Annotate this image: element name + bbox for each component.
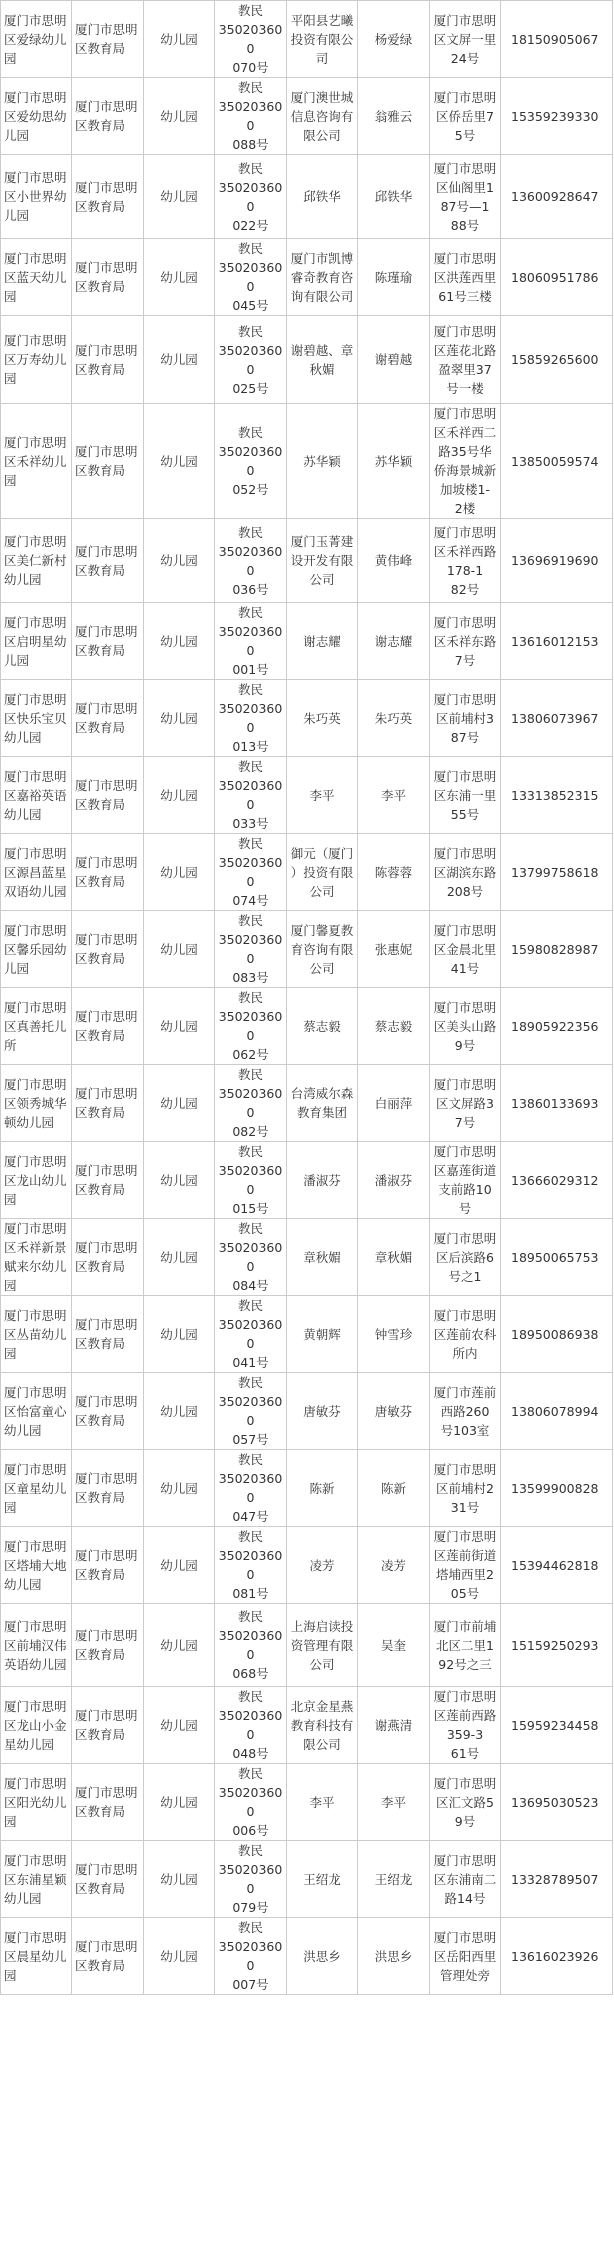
table-row bbox=[1, 316, 613, 404]
principal-cell: 谢志耀 bbox=[358, 603, 430, 680]
table-row bbox=[1, 988, 613, 1065]
address-cell: 厦门市思明 区湖滨东路 208号 bbox=[430, 834, 501, 911]
table-row bbox=[1, 1142, 613, 1219]
table-row bbox=[1, 1527, 613, 1604]
license-number-cell: 教民 350203600 068号 bbox=[215, 1604, 287, 1687]
table-row bbox=[1, 519, 613, 603]
principal-cell: 苏华颖 bbox=[358, 404, 430, 519]
phone-cell: 13799758618 bbox=[501, 834, 613, 911]
kindergarten-name-cell: 厦门市思明 区真善托儿 所 bbox=[1, 988, 72, 1065]
table-row bbox=[1, 404, 613, 519]
address-cell: 厦门市思明 区岳阳西里 管理处旁 bbox=[430, 1918, 501, 1995]
kindergarten-name-cell: 厦门市思明 区阳光幼儿 园 bbox=[1, 1764, 72, 1841]
license-number-cell: 教民 350203600 088号 bbox=[215, 78, 287, 155]
table-row bbox=[1, 1450, 613, 1527]
kindergarten-name-cell: 厦门市思明 区前埔汉伟 英语幼儿园 bbox=[1, 1604, 72, 1687]
table-row bbox=[1, 911, 613, 988]
table-row bbox=[1, 603, 613, 680]
organizer-cell: 黄朝辉 bbox=[287, 1296, 358, 1373]
principal-cell: 吴奎 bbox=[358, 1604, 430, 1687]
principal-cell: 钟雪珍 bbox=[358, 1296, 430, 1373]
table-row bbox=[1, 757, 613, 834]
organizer-cell: 唐敏芬 bbox=[287, 1373, 358, 1450]
table-row bbox=[1, 1, 613, 78]
phone-cell: 13313852315 bbox=[501, 757, 613, 834]
address-cell: 厦门市莲前 西路260 号103室 bbox=[430, 1373, 501, 1450]
supervising-authority-cell: 厦门市思明 区教育局 bbox=[72, 239, 144, 316]
address-cell: 厦门市思明 区美头山路 9号 bbox=[430, 988, 501, 1065]
phone-cell: 13695030523 bbox=[501, 1764, 613, 1841]
kindergarten-name-cell: 厦门市思明 区禾祥幼儿 园 bbox=[1, 404, 72, 519]
kindergarten-name-cell: 厦门市思明 区小世界幼 儿园 bbox=[1, 155, 72, 239]
institution-type-cell: 幼儿园 bbox=[144, 1918, 215, 1995]
principal-cell: 杨爱绿 bbox=[358, 1, 430, 78]
address-cell: 厦门市思明 区文屏一里 24号 bbox=[430, 1, 501, 78]
table-row bbox=[1, 1918, 613, 1995]
address-cell: 厦门市思明 区仙阁里1 87号—1 88号 bbox=[430, 155, 501, 239]
address-cell: 厦门市前埔 北区二里1 92号之三 bbox=[430, 1604, 501, 1687]
license-number-cell: 教民 350203600 013号 bbox=[215, 680, 287, 757]
phone-cell: 18150905067 bbox=[501, 1, 613, 78]
organizer-cell: 陈新 bbox=[287, 1450, 358, 1527]
table-row bbox=[1, 1373, 613, 1450]
kindergarten-name-cell: 厦门市思明 区领秀城华 顿幼儿园 bbox=[1, 1065, 72, 1142]
license-number-cell: 教民 350203600 083号 bbox=[215, 911, 287, 988]
supervising-authority-cell: 厦门市思明 区教育局 bbox=[72, 1687, 144, 1764]
principal-cell: 张惠妮 bbox=[358, 911, 430, 988]
principal-cell: 黄伟峰 bbox=[358, 519, 430, 603]
kindergarten-name-cell: 厦门市思明 区禾祥新景 赋来尔幼儿 园 bbox=[1, 1219, 72, 1296]
organizer-cell: 台湾威尔森 教育集团 bbox=[287, 1065, 358, 1142]
principal-cell: 陈蓉蓉 bbox=[358, 834, 430, 911]
license-number-cell: 教民 350203600 041号 bbox=[215, 1296, 287, 1373]
table-row bbox=[1, 1841, 613, 1918]
principal-cell: 李平 bbox=[358, 757, 430, 834]
kindergarten-name-cell: 厦门市思明 区蓝天幼儿 园 bbox=[1, 239, 72, 316]
address-cell: 厦门市思明 区前埔村2 31号 bbox=[430, 1450, 501, 1527]
principal-cell: 蔡志毅 bbox=[358, 988, 430, 1065]
supervising-authority-cell: 厦门市思明 区教育局 bbox=[72, 1527, 144, 1604]
phone-cell: 15394462818 bbox=[501, 1527, 613, 1604]
organizer-cell: 朱巧英 bbox=[287, 680, 358, 757]
license-number-cell: 教民 350203600 062号 bbox=[215, 988, 287, 1065]
principal-cell: 翁雅云 bbox=[358, 78, 430, 155]
organizer-cell: 邱铁华 bbox=[287, 155, 358, 239]
institution-type-cell: 幼儿园 bbox=[144, 911, 215, 988]
kindergarten-name-cell: 厦门市思明 区万寿幼儿 园 bbox=[1, 316, 72, 404]
institution-type-cell: 幼儿园 bbox=[144, 155, 215, 239]
supervising-authority-cell: 厦门市思明 区教育局 bbox=[72, 1296, 144, 1373]
principal-cell: 洪思乡 bbox=[358, 1918, 430, 1995]
supervising-authority-cell: 厦门市思明 区教育局 bbox=[72, 155, 144, 239]
address-cell: 厦门市思明 区禾祥西路 178-1 82号 bbox=[430, 519, 501, 603]
address-cell: 厦门市思明 区后滨路6 号之1 bbox=[430, 1219, 501, 1296]
kindergarten-name-cell: 厦门市思明 区爱幼思幼 儿园 bbox=[1, 78, 72, 155]
institution-type-cell: 幼儿园 bbox=[144, 1450, 215, 1527]
supervising-authority-cell: 厦门市思明 区教育局 bbox=[72, 911, 144, 988]
supervising-authority-cell: 厦门市思明 区教育局 bbox=[72, 519, 144, 603]
organizer-cell: 苏华颖 bbox=[287, 404, 358, 519]
license-number-cell: 教民 350203600 070号 bbox=[215, 1, 287, 78]
address-cell: 厦门市思明 区禾祥东路 7号 bbox=[430, 603, 501, 680]
kindergarten-name-cell: 厦门市思明 区快乐宝贝 幼儿园 bbox=[1, 680, 72, 757]
license-number-cell: 教民 350203600 081号 bbox=[215, 1527, 287, 1604]
phone-cell: 15859265600 bbox=[501, 316, 613, 404]
kindergarten-name-cell: 厦门市思明 区怡富童心 幼儿园 bbox=[1, 1373, 72, 1450]
phone-cell: 15959234458 bbox=[501, 1687, 613, 1764]
supervising-authority-cell: 厦门市思明 区教育局 bbox=[72, 757, 144, 834]
phone-cell: 13666029312 bbox=[501, 1142, 613, 1219]
institution-type-cell: 幼儿园 bbox=[144, 1219, 215, 1296]
organizer-cell: 北京金星燕 教育科技有 限公司 bbox=[287, 1687, 358, 1764]
organizer-cell: 洪思乡 bbox=[287, 1918, 358, 1995]
principal-cell: 陈新 bbox=[358, 1450, 430, 1527]
organizer-cell: 御元（厦门 ）投资有限 公司 bbox=[287, 834, 358, 911]
phone-cell: 13860133693 bbox=[501, 1065, 613, 1142]
institution-type-cell: 幼儿园 bbox=[144, 1841, 215, 1918]
address-cell: 厦门市思明 区东浦一里 55号 bbox=[430, 757, 501, 834]
supervising-authority-cell: 厦门市思明 区教育局 bbox=[72, 1841, 144, 1918]
principal-cell: 谢碧越 bbox=[358, 316, 430, 404]
organizer-cell: 厦门玉菁建 设开发有限 公司 bbox=[287, 519, 358, 603]
address-cell: 厦门市思明 区东浦南二 路14号 bbox=[430, 1841, 501, 1918]
address-cell: 厦门市思明 区洪莲西里 61号三楼 bbox=[430, 239, 501, 316]
organizer-cell: 李平 bbox=[287, 757, 358, 834]
table-row bbox=[1, 834, 613, 911]
supervising-authority-cell: 厦门市思明 区教育局 bbox=[72, 404, 144, 519]
license-number-cell: 教民 350203600 084号 bbox=[215, 1219, 287, 1296]
institution-type-cell: 幼儿园 bbox=[144, 757, 215, 834]
supervising-authority-cell: 厦门市思明 区教育局 bbox=[72, 988, 144, 1065]
phone-cell: 13600928647 bbox=[501, 155, 613, 239]
phone-cell: 13328789507 bbox=[501, 1841, 613, 1918]
license-number-cell: 教民 350203600 048号 bbox=[215, 1687, 287, 1764]
address-cell: 厦门市思明 区禾祥西二 路35号华 侨海景城新 加坡楼1- 2楼 bbox=[430, 404, 501, 519]
kindergarten-name-cell: 厦门市思明 区晨星幼儿 园 bbox=[1, 1918, 72, 1995]
license-number-cell: 教民 350203600 079号 bbox=[215, 1841, 287, 1918]
license-number-cell: 教民 350203600 015号 bbox=[215, 1142, 287, 1219]
phone-cell: 13806078994 bbox=[501, 1373, 613, 1450]
kindergarten-name-cell: 厦门市思明 区源昌蓝星 双语幼儿园 bbox=[1, 834, 72, 911]
license-number-cell: 教民 350203600 052号 bbox=[215, 404, 287, 519]
license-number-cell: 教民 350203600 022号 bbox=[215, 155, 287, 239]
institution-type-cell: 幼儿园 bbox=[144, 1764, 215, 1841]
address-cell: 厦门市思明 区前埔村3 87号 bbox=[430, 680, 501, 757]
license-number-cell: 教民 350203600 033号 bbox=[215, 757, 287, 834]
table-row bbox=[1, 1604, 613, 1687]
supervising-authority-cell: 厦门市思明 区教育局 bbox=[72, 1450, 144, 1527]
phone-cell: 13599900828 bbox=[501, 1450, 613, 1527]
phone-cell: 13806073967 bbox=[501, 680, 613, 757]
license-number-cell: 教民 350203600 007号 bbox=[215, 1918, 287, 1995]
organizer-cell: 谢碧越、章 秋媚 bbox=[287, 316, 358, 404]
supervising-authority-cell: 厦门市思明 区教育局 bbox=[72, 78, 144, 155]
supervising-authority-cell: 厦门市思明 区教育局 bbox=[72, 603, 144, 680]
principal-cell: 王绍龙 bbox=[358, 1841, 430, 1918]
principal-cell: 邱铁华 bbox=[358, 155, 430, 239]
license-number-cell: 教民 350203600 036号 bbox=[215, 519, 287, 603]
address-cell: 厦门市思明 区莲前西路 359-3 61号 bbox=[430, 1687, 501, 1764]
supervising-authority-cell: 厦门市思明 区教育局 bbox=[72, 834, 144, 911]
organizer-cell: 厦门馨夏教 育咨询有限 公司 bbox=[287, 911, 358, 988]
phone-cell: 18060951786 bbox=[501, 239, 613, 316]
phone-cell: 15980828987 bbox=[501, 911, 613, 988]
organizer-cell: 谢志耀 bbox=[287, 603, 358, 680]
table-row bbox=[1, 155, 613, 239]
institution-type-cell: 幼儿园 bbox=[144, 1604, 215, 1687]
table-row bbox=[1, 1296, 613, 1373]
table-row bbox=[1, 1764, 613, 1841]
institution-type-cell: 幼儿园 bbox=[144, 1065, 215, 1142]
phone-cell: 18950086938 bbox=[501, 1296, 613, 1373]
supervising-authority-cell: 厦门市思明 区教育局 bbox=[72, 1, 144, 78]
organizer-cell: 章秋媚 bbox=[287, 1219, 358, 1296]
supervising-authority-cell: 厦门市思明 区教育局 bbox=[72, 1764, 144, 1841]
institution-type-cell: 幼儿园 bbox=[144, 988, 215, 1065]
kindergarten-name-cell: 厦门市思明 区龙山幼儿 园 bbox=[1, 1142, 72, 1219]
principal-cell: 凌芳 bbox=[358, 1527, 430, 1604]
phone-cell: 13616023926 bbox=[501, 1918, 613, 1995]
principal-cell: 潘淑芬 bbox=[358, 1142, 430, 1219]
institution-type-cell: 幼儿园 bbox=[144, 404, 215, 519]
supervising-authority-cell: 厦门市思明 区教育局 bbox=[72, 1219, 144, 1296]
organizer-cell: 蔡志毅 bbox=[287, 988, 358, 1065]
kindergarten-name-cell: 厦门市思明 区龙山小金 星幼儿园 bbox=[1, 1687, 72, 1764]
institution-type-cell: 幼儿园 bbox=[144, 78, 215, 155]
address-cell: 厦门市思明 区莲前街道 塔埔西里2 05号 bbox=[430, 1527, 501, 1604]
organizer-cell: 凌芳 bbox=[287, 1527, 358, 1604]
kindergarten-name-cell: 厦门市思明 区爱绿幼儿 园 bbox=[1, 1, 72, 78]
table-row bbox=[1, 78, 613, 155]
institution-type-cell: 幼儿园 bbox=[144, 680, 215, 757]
organizer-cell: 上海启读投 资管理有限 公司 bbox=[287, 1604, 358, 1687]
institution-type-cell: 幼儿园 bbox=[144, 316, 215, 404]
institution-type-cell: 幼儿园 bbox=[144, 603, 215, 680]
kindergarten-name-cell: 厦门市思明 区童星幼儿 园 bbox=[1, 1450, 72, 1527]
institution-type-cell: 幼儿园 bbox=[144, 1687, 215, 1764]
supervising-authority-cell: 厦门市思明 区教育局 bbox=[72, 1373, 144, 1450]
kindergarten-name-cell: 厦门市思明 区美仁新村 幼儿园 bbox=[1, 519, 72, 603]
table-row bbox=[1, 680, 613, 757]
license-number-cell: 教民 350203600 047号 bbox=[215, 1450, 287, 1527]
organizer-cell: 王绍龙 bbox=[287, 1841, 358, 1918]
phone-cell: 15159250293 bbox=[501, 1604, 613, 1687]
institution-type-cell: 幼儿园 bbox=[144, 239, 215, 316]
phone-cell: 18950065753 bbox=[501, 1219, 613, 1296]
phone-cell: 13616012153 bbox=[501, 603, 613, 680]
kindergarten-name-cell: 厦门市思明 区塔埔大地 幼儿园 bbox=[1, 1527, 72, 1604]
supervising-authority-cell: 厦门市思明 区教育局 bbox=[72, 316, 144, 404]
organizer-cell: 平阳县艺曦 投资有限公 司 bbox=[287, 1, 358, 78]
kindergarten-name-cell: 厦门市思明 区馨乐园幼 儿园 bbox=[1, 911, 72, 988]
institution-type-cell: 幼儿园 bbox=[144, 1373, 215, 1450]
principal-cell: 唐敏芬 bbox=[358, 1373, 430, 1450]
institution-type-cell: 幼儿园 bbox=[144, 1296, 215, 1373]
principal-cell: 白丽萍 bbox=[358, 1065, 430, 1142]
kindergarten-name-cell: 厦门市思明 区启明星幼 儿园 bbox=[1, 603, 72, 680]
institution-type-cell: 幼儿园 bbox=[144, 834, 215, 911]
license-number-cell: 教民 350203600 001号 bbox=[215, 603, 287, 680]
license-number-cell: 教民 350203600 045号 bbox=[215, 239, 287, 316]
license-number-cell: 教民 350203600 006号 bbox=[215, 1764, 287, 1841]
address-cell: 厦门市思明 区嘉莲街道 支前路10 号 bbox=[430, 1142, 501, 1219]
institution-type-cell: 幼儿园 bbox=[144, 1, 215, 78]
institution-type-cell: 幼儿园 bbox=[144, 1142, 215, 1219]
supervising-authority-cell: 厦门市思明 区教育局 bbox=[72, 1142, 144, 1219]
kindergarten-name-cell: 厦门市思明 区丛苗幼儿 园 bbox=[1, 1296, 72, 1373]
table-body bbox=[1, 1, 613, 1995]
phone-cell: 18905922356 bbox=[501, 988, 613, 1065]
license-number-cell: 教民 350203600 057号 bbox=[215, 1373, 287, 1450]
organizer-cell: 厦门澳世城 信息咨询有 限公司 bbox=[287, 78, 358, 155]
license-number-cell: 教民 350203600 025号 bbox=[215, 316, 287, 404]
table-row bbox=[1, 1219, 613, 1296]
license-number-cell: 教民 350203600 082号 bbox=[215, 1065, 287, 1142]
table-row bbox=[1, 239, 613, 316]
principal-cell: 章秋媚 bbox=[358, 1219, 430, 1296]
phone-cell: 15359239330 bbox=[501, 78, 613, 155]
license-number-cell: 教民 350203600 074号 bbox=[215, 834, 287, 911]
supervising-authority-cell: 厦门市思明 区教育局 bbox=[72, 680, 144, 757]
institution-type-cell: 幼儿园 bbox=[144, 519, 215, 603]
institution-type-cell: 幼儿园 bbox=[144, 1527, 215, 1604]
address-cell: 厦门市思明 区金晨北里 41号 bbox=[430, 911, 501, 988]
kindergarten-name-cell: 厦门市思明 区嘉裕英语 幼儿园 bbox=[1, 757, 72, 834]
organizer-cell: 潘淑芬 bbox=[287, 1142, 358, 1219]
principal-cell: 李平 bbox=[358, 1764, 430, 1841]
organizer-cell: 李平 bbox=[287, 1764, 358, 1841]
supervising-authority-cell: 厦门市思明 区教育局 bbox=[72, 1065, 144, 1142]
address-cell: 厦门市思明 区汇文路5 9号 bbox=[430, 1764, 501, 1841]
phone-cell: 13696919690 bbox=[501, 519, 613, 603]
address-cell: 厦门市思明 区侨岳里7 5号 bbox=[430, 78, 501, 155]
table-row bbox=[1, 1687, 613, 1764]
table-row bbox=[1, 1065, 613, 1142]
phone-cell: 13850059574 bbox=[501, 404, 613, 519]
address-cell: 厦门市思明 区文屏路3 7号 bbox=[430, 1065, 501, 1142]
supervising-authority-cell: 厦门市思明 区教育局 bbox=[72, 1918, 144, 1995]
organizer-cell: 厦门市凯博 睿奇教育咨 询有限公司 bbox=[287, 239, 358, 316]
principal-cell: 朱巧英 bbox=[358, 680, 430, 757]
address-cell: 厦门市思明 区莲花北路 盈翠里37 号一楼 bbox=[430, 316, 501, 404]
principal-cell: 谢燕清 bbox=[358, 1687, 430, 1764]
supervising-authority-cell: 厦门市思明 区教育局 bbox=[72, 1604, 144, 1687]
kindergarten-name-cell: 厦门市思明 区东浦星颖 幼儿园 bbox=[1, 1841, 72, 1918]
principal-cell: 陈瑾瑜 bbox=[358, 239, 430, 316]
address-cell: 厦门市思明 区莲前农科 所内 bbox=[430, 1296, 501, 1373]
